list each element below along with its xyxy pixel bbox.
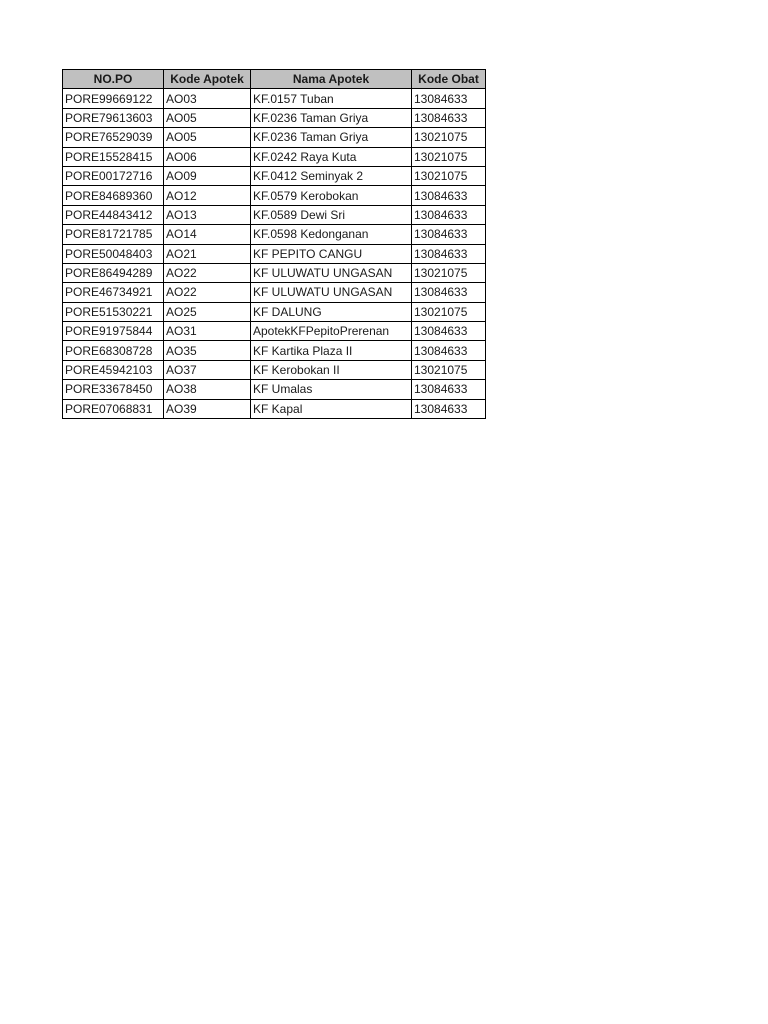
cell-no-po: PORE46734921 bbox=[63, 283, 164, 302]
table-row bbox=[63, 380, 486, 399]
cell-nama-apotek: KF.0236 Taman Griya bbox=[251, 128, 412, 147]
table-row bbox=[63, 360, 486, 379]
table-row bbox=[63, 108, 486, 127]
table-body bbox=[63, 89, 486, 419]
cell-nama-apotek: KF.0242 Raya Kuta bbox=[251, 147, 412, 166]
cell-no-po: PORE00172716 bbox=[63, 166, 164, 185]
cell-kode-apotek: AO39 bbox=[164, 399, 251, 418]
table-row bbox=[63, 399, 486, 418]
cell-no-po: PORE76529039 bbox=[63, 128, 164, 147]
cell-kode-obat: 13084633 bbox=[412, 205, 486, 224]
cell-kode-apotek: AO05 bbox=[164, 128, 251, 147]
cell-no-po: PORE45942103 bbox=[63, 360, 164, 379]
cell-nama-apotek: KF ULUWATU UNGASAN bbox=[251, 263, 412, 282]
cell-kode-apotek: AO05 bbox=[164, 108, 251, 127]
cell-kode-obat: 13084633 bbox=[412, 244, 486, 263]
cell-kode-obat: 13084633 bbox=[412, 186, 486, 205]
table-row bbox=[63, 283, 486, 302]
table-row bbox=[63, 186, 486, 205]
cell-nama-apotek: KF Kartika Plaza II bbox=[251, 341, 412, 360]
table-row bbox=[63, 263, 486, 282]
cell-no-po: PORE15528415 bbox=[63, 147, 164, 166]
cell-kode-obat: 13084633 bbox=[412, 89, 486, 108]
cell-nama-apotek: KF Kerobokan II bbox=[251, 360, 412, 379]
header-kode-apotek: Kode Apotek bbox=[164, 70, 251, 89]
cell-no-po: PORE91975844 bbox=[63, 322, 164, 341]
header-kode-obat: Kode Obat bbox=[412, 70, 486, 89]
header-row bbox=[63, 70, 486, 89]
cell-kode-obat: 13021075 bbox=[412, 147, 486, 166]
cell-nama-apotek: KF PEPITO CANGU bbox=[251, 244, 412, 263]
cell-kode-apotek: AO06 bbox=[164, 147, 251, 166]
cell-nama-apotek: KF Kapal bbox=[251, 399, 412, 418]
cell-kode-obat: 13084633 bbox=[412, 108, 486, 127]
table-row bbox=[63, 244, 486, 263]
cell-kode-obat: 13021075 bbox=[412, 360, 486, 379]
cell-kode-apotek: AO22 bbox=[164, 283, 251, 302]
cell-kode-apotek: AO03 bbox=[164, 89, 251, 108]
cell-nama-apotek: KF.0589 Dewi Sri bbox=[251, 205, 412, 224]
cell-nama-apotek: KF.0157 Tuban bbox=[251, 89, 412, 108]
cell-kode-obat: 13084633 bbox=[412, 322, 486, 341]
cell-no-po: PORE86494289 bbox=[63, 263, 164, 282]
cell-kode-obat: 13021075 bbox=[412, 302, 486, 321]
table-row bbox=[63, 166, 486, 185]
cell-no-po: PORE68308728 bbox=[63, 341, 164, 360]
table-row bbox=[63, 128, 486, 147]
cell-no-po: PORE33678450 bbox=[63, 380, 164, 399]
cell-nama-apotek: KF ULUWATU UNGASAN bbox=[251, 283, 412, 302]
header-nama-apotek: Nama Apotek bbox=[251, 70, 412, 89]
cell-kode-apotek: AO37 bbox=[164, 360, 251, 379]
cell-no-po: PORE50048403 bbox=[63, 244, 164, 263]
po-table bbox=[62, 69, 486, 419]
cell-kode-apotek: AO09 bbox=[164, 166, 251, 185]
cell-kode-apotek: AO12 bbox=[164, 186, 251, 205]
cell-kode-obat: 13084633 bbox=[412, 225, 486, 244]
table-row bbox=[63, 225, 486, 244]
cell-no-po: PORE99669122 bbox=[63, 89, 164, 108]
table-row bbox=[63, 341, 486, 360]
cell-kode-obat: 13021075 bbox=[412, 128, 486, 147]
cell-nama-apotek: KF Umalas bbox=[251, 380, 412, 399]
table-row bbox=[63, 147, 486, 166]
cell-no-po: PORE07068831 bbox=[63, 399, 164, 418]
table-row bbox=[63, 322, 486, 341]
cell-nama-apotek: ApotekKFPepitoPrerenan bbox=[251, 322, 412, 341]
cell-nama-apotek: KF.0236 Taman Griya bbox=[251, 108, 412, 127]
cell-no-po: PORE51530221 bbox=[63, 302, 164, 321]
cell-nama-apotek: KF.0579 Kerobokan bbox=[251, 186, 412, 205]
cell-kode-obat: 13084633 bbox=[412, 380, 486, 399]
table-row bbox=[63, 89, 486, 108]
cell-kode-apotek: AO38 bbox=[164, 380, 251, 399]
cell-kode-apotek: AO25 bbox=[164, 302, 251, 321]
cell-kode-apotek: AO22 bbox=[164, 263, 251, 282]
cell-kode-apotek: AO14 bbox=[164, 225, 251, 244]
cell-no-po: PORE44843412 bbox=[63, 205, 164, 224]
cell-no-po: PORE84689360 bbox=[63, 186, 164, 205]
cell-kode-obat: 13021075 bbox=[412, 166, 486, 185]
cell-kode-obat: 13084633 bbox=[412, 283, 486, 302]
cell-kode-apotek: AO35 bbox=[164, 341, 251, 360]
cell-nama-apotek: KF.0412 Seminyak 2 bbox=[251, 166, 412, 185]
header-no-po: NO.PO bbox=[63, 70, 164, 89]
cell-kode-apotek: AO13 bbox=[164, 205, 251, 224]
cell-nama-apotek: KF.0598 Kedonganan bbox=[251, 225, 412, 244]
cell-kode-obat: 13084633 bbox=[412, 399, 486, 418]
cell-kode-obat: 13021075 bbox=[412, 263, 486, 282]
cell-no-po: PORE81721785 bbox=[63, 225, 164, 244]
cell-kode-apotek: AO21 bbox=[164, 244, 251, 263]
cell-kode-apotek: AO31 bbox=[164, 322, 251, 341]
cell-kode-obat: 13084633 bbox=[412, 341, 486, 360]
cell-no-po: PORE79613603 bbox=[63, 108, 164, 127]
table-row bbox=[63, 205, 486, 224]
table-row bbox=[63, 302, 486, 321]
cell-nama-apotek: KF DALUNG bbox=[251, 302, 412, 321]
